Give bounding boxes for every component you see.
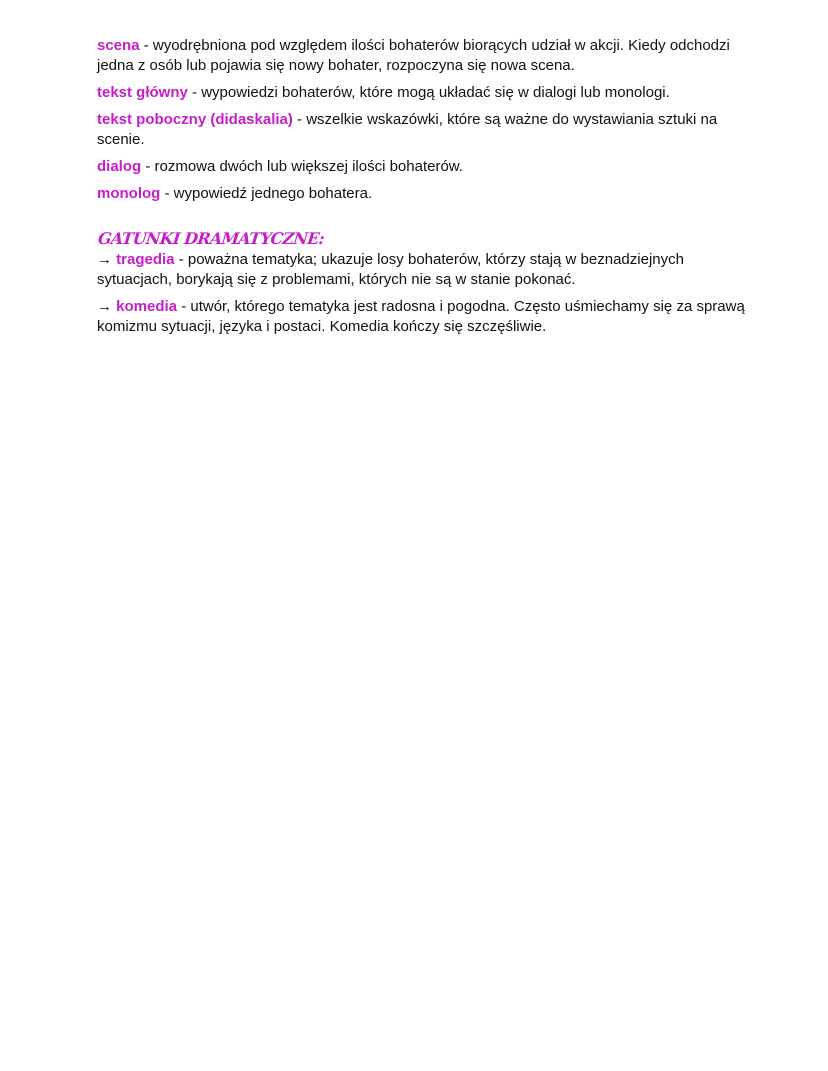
genres-heading: GATUNKI DRAMATYCZNE: [97,229,325,248]
arrow-icon: → [97,298,117,315]
definition-text: - wszelkie wskazówki, które są ważne do wystawiania sztuki na scenie. [97,111,718,148]
term-scena: scena [97,37,140,54]
term-tragedia: tragedia [116,251,175,268]
document-page [97,36,747,344]
genre-komedia [97,297,747,337]
definition-dialog [97,157,747,177]
definition-text: - rozmowa dwóch lub większej ilości bohaterów. [141,158,463,175]
term-dialog: dialog [97,158,142,175]
genre-text: - poważna tematyka; ukazuje losy bohaterów, którzy stają w beznadziejnych sytuacjach, borykają się z problemami, których nie są w stanie pokonać. [97,251,684,288]
genre-text: - utwór, którego tematyka jest radosna i pogodna. Często uśmiechamy się za sprawą komizmu sytuacji, języka i postaci. Komedia kończy się szczęśliwie. [97,298,745,335]
genre-tragedia [97,250,747,290]
term-komedia: komedia [116,298,178,315]
term-tekst-poboczny: tekst poboczny (didaskalia) [97,111,293,128]
definition-scena [97,36,747,76]
definition-tekst-glowny [97,83,747,103]
definition-text: - wypowiedzi bohaterów, które mogą układać się w dialogi lub monologi. [187,84,670,101]
definition-monolog [97,184,747,204]
arrow-icon: → [97,251,117,268]
term-tekst-glowny: tekst główny [97,84,188,101]
term-monolog: monolog [97,185,161,202]
definition-text: - wypowiedź jednego bohatera. [160,185,373,202]
definition-tekst-poboczny [97,110,747,150]
definition-text: - wyodrębniona pod względem ilości bohaterów biorących udział w akcji. Kiedy odchodzi jedna z osób lub pojawia się nowy bohater, rozpoczyna się nowa scena. [97,37,730,74]
